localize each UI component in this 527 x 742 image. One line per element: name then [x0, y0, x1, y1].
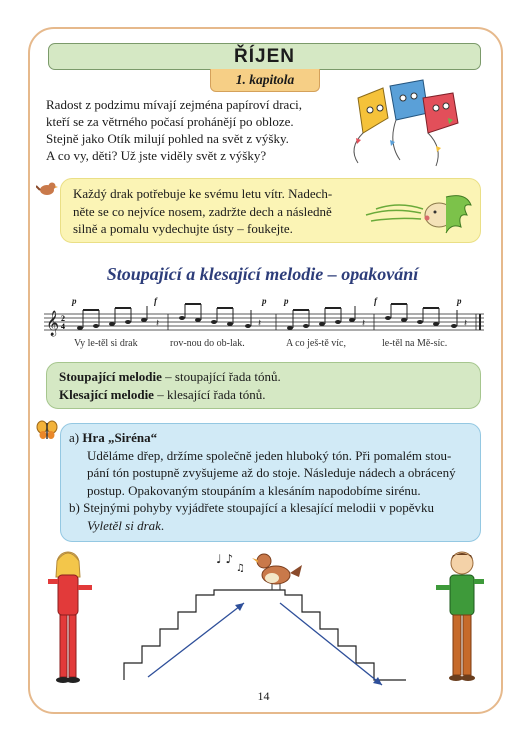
- definitions-box: [46, 362, 481, 409]
- kites-illustration: [328, 78, 478, 168]
- svg-text:𝄞: 𝄞: [46, 311, 60, 336]
- game-box: [60, 423, 481, 542]
- definition-text: – stoupající řada tónů.: [161, 369, 281, 384]
- list-marker: a): [69, 430, 80, 445]
- game-line: Uděláme dřep, držíme společně jeden hluboký tón. Při pomalém stou-: [87, 447, 452, 463]
- wind-face-illustration: [361, 187, 476, 237]
- lyric-line: le-těl na Mě-síc.: [382, 338, 448, 349]
- music-staff: [44, 296, 486, 338]
- definition-text: – klesající řada tónů.: [153, 386, 266, 402]
- svg-text:𝄽: 𝄽: [362, 318, 366, 329]
- definition-term: Klesající melodie: [59, 386, 154, 402]
- page-number: 14: [257, 689, 270, 703]
- dynamic-mark: p: [262, 296, 267, 306]
- dynamic-mark: f: [154, 296, 157, 306]
- breathing-exercise-box: [60, 178, 481, 243]
- intro-paragraph: [46, 96, 336, 164]
- lyric-line: A co ješ-tě víc,: [286, 338, 346, 349]
- intro-line: kteří se za větrného počasí prohánějí po obloze.: [46, 114, 294, 129]
- exercise-line: něte se co nejvíce nosem, zadržte dech a následně: [73, 203, 332, 219]
- svg-text:𝄽: 𝄽: [258, 318, 262, 329]
- game-a-title: [69, 429, 474, 447]
- girl-figure: [48, 552, 92, 683]
- intro-line: Radost z podzimu mívají zejména papíroví draci,: [46, 97, 302, 112]
- svg-text:4: 4: [61, 322, 65, 331]
- dynamic-mark: p: [72, 296, 77, 306]
- definition-term: Stoupající melodie: [59, 369, 162, 384]
- dynamic-mark: p: [284, 296, 289, 306]
- exercise-line: silně a pomalu vydechujte ústy – foukejte.: [73, 221, 293, 236]
- game-line: Stejnými pohyby vyjádřete stoupající a klesající melodii v popěvku: [83, 500, 435, 515]
- staircase-illustration: [40, 545, 500, 695]
- section-heading: Stoupající a klesající melodie – opakování: [106, 264, 419, 284]
- dynamic-mark: p: [457, 296, 462, 306]
- game-line: pání tón postupně zvyšujeme až do stoje. Následuje nádech a obrácený: [87, 465, 456, 480]
- game-line: postup. Opakovaným stoupáním a klesáním napodobíme sirénu.: [87, 482, 421, 498]
- page-title: ŘÍJEN: [48, 43, 481, 70]
- svg-text:𝄽: 𝄽: [156, 318, 160, 329]
- game-title: Hra „Siréna“: [82, 430, 158, 445]
- song-title: Vyletěl si drak: [87, 517, 161, 533]
- definition-falling: [59, 386, 281, 404]
- intro-line: A co vy, děti? Už jste viděly svět z výšky?: [46, 148, 267, 163]
- intro-line: Stejně jako Otík milují pohled na svět z výšky.: [46, 131, 289, 146]
- svg-text:2: 2: [61, 314, 65, 323]
- exercise-line: Každý drak potřebuje ke svému letu vítr. Nadech-: [73, 186, 333, 201]
- svg-text:♩ ♪: ♩ ♪: [216, 552, 234, 566]
- boy-figure: [436, 552, 484, 681]
- singing-bird: [252, 554, 302, 590]
- game-b-song-line: [69, 517, 474, 535]
- list-marker: b): [69, 500, 80, 515]
- svg-text:𝄽: 𝄽: [464, 318, 468, 329]
- game-b: [69, 499, 474, 517]
- butterfly-icon: [36, 420, 58, 440]
- svg-text:♫: ♫: [236, 563, 245, 574]
- bird-icon: [36, 180, 58, 198]
- definition-rising: [59, 368, 281, 386]
- chapter-label: 1. kapitola: [210, 69, 320, 92]
- lyric-line: Vy le-těl si drak: [74, 338, 138, 349]
- dynamic-mark: f: [374, 296, 377, 306]
- punctuation: .: [160, 517, 165, 533]
- lyric-line: rov-nou do ob-lak.: [170, 338, 245, 349]
